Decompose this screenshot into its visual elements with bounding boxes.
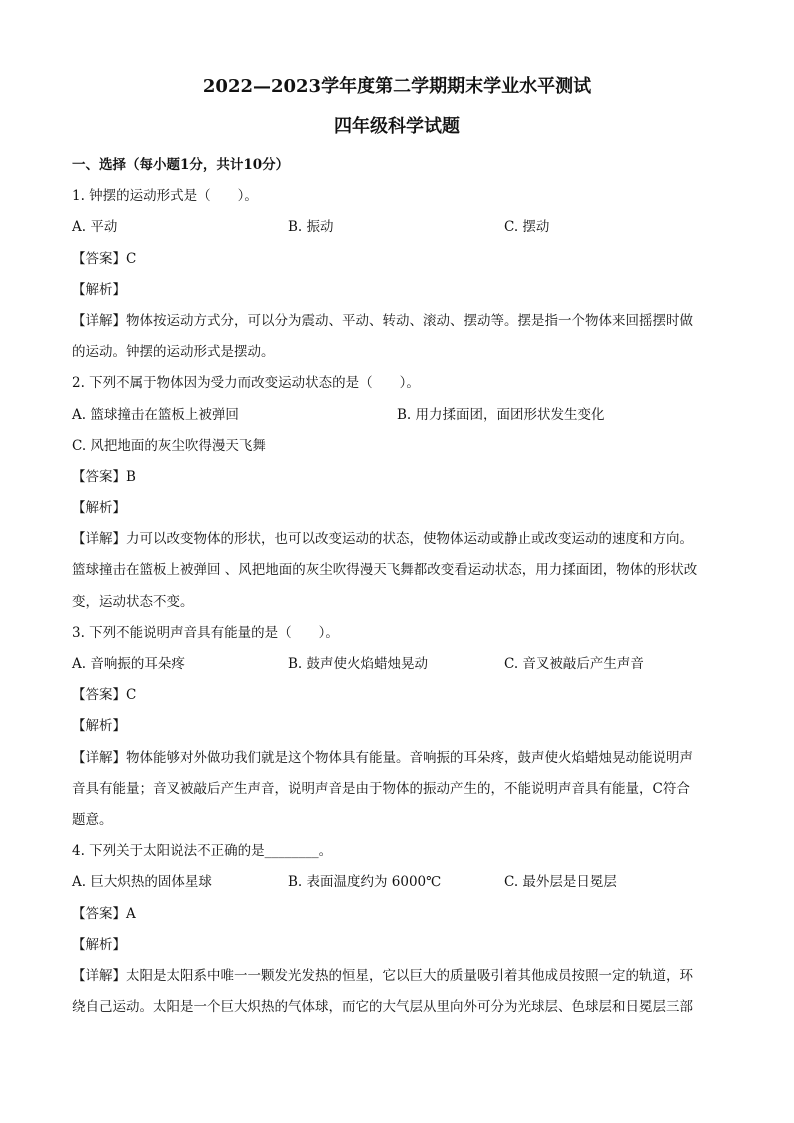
question-stem: 2. 下列不属于物体因为受力而改变运动状态的是（ ）。 [72, 375, 420, 392]
option-c: C. 最外层是日冕层 [504, 874, 617, 891]
page-subtitle: 四年级科学试题 [334, 116, 460, 137]
option-a: A. 篮球撞击在篮板上被弹回 [72, 406, 239, 423]
exam-content [72, 150, 722, 1023]
option-row [72, 212, 722, 243]
section-heading: 一、选择（每小题1分，共计10分） [72, 157, 290, 173]
option-c: C. 风把地面的灰尘吹得漫天飞舞 [72, 437, 266, 454]
detail-text: 【详解】力可以改变物体的形状，也可以改变运动的状态，使物体运动或静止或改变运动的速度和方向。 [72, 531, 693, 548]
page-title: 2022—2023学年度第二学期期末学业水平测试 [202, 76, 592, 97]
option-b: B. 振动 [288, 219, 334, 236]
option-b: B. 表面温度约为 6000℃ [288, 874, 442, 891]
detail-text: 音具有能量；音叉被敲后产生声音，说明声音是由于物体的振动产生的，不能说明声音具有能量，C符合 [72, 780, 690, 797]
answer-label: 【答案】C [72, 250, 137, 267]
analysis-label: 【解析】 [72, 500, 126, 517]
detail-text: 变，运动状态不变。 [72, 593, 194, 610]
detail-text: 【详解】太阳是太阳系中唯一一颗发光发热的恒星，它以巨大的质量吸引着其他成员按照一定的轨道，环 [72, 967, 693, 984]
option-a: A. 巨大炽热的固体星球 [72, 874, 212, 891]
option-row [72, 400, 722, 431]
detail-text: 【详解】物体能够对外做功我们就是这个物体具有能量。音响振的耳朵疼，鼓声使火焰蜡烛晃动能说明声 [72, 749, 693, 766]
question-stem: 4. 下列关于太阳说法不正确的是________。 [72, 843, 333, 860]
detail-text: 篮球撞击在篮板上被弹回 、风把地面的灰尘吹得漫天飞舞都改变看运动状态，用力揉面团，物体的形状改 [72, 562, 698, 579]
detail-text: 绕自己运动。太阳是一个巨大炽热的气体球，而它的大气层从里向外可分为光球层、色球层和日冕层三部 [72, 999, 693, 1016]
detail-text: 的运动。钟摆的运动形式是摆动。 [72, 344, 275, 361]
question-stem: 1. 钟摆的运动形式是（ ）。 [72, 188, 258, 205]
option-c: C. 音叉被敲后产生声音 [504, 656, 644, 672]
option-row [72, 867, 722, 898]
analysis-label: 【解析】 [72, 936, 126, 953]
question-stem: 3. 下列不能说明声音具有能量的是（ ）。 [72, 624, 339, 641]
option-b: B. 鼓声使火焰蜡烛晃动 [288, 656, 429, 672]
detail-text: 【详解】物体按运动方式分，可以分为震动、平动、转动、滚动、摆动等。摆是指一个物体来回摇摆时做 [72, 312, 693, 329]
analysis-label: 【解析】 [72, 281, 126, 298]
option-a: A. 音响振的耳朵疼 [72, 656, 185, 672]
detail-text: 题意。 [72, 811, 113, 828]
answer-label: 【答案】A [72, 905, 136, 922]
option-a: A. 平动 [72, 219, 118, 236]
answer-label: 【答案】B [72, 468, 136, 485]
option-b: B. 用力揉面团，面团形状发生变化 [397, 406, 605, 423]
option-row [72, 649, 722, 680]
answer-label: 【答案】C [72, 687, 137, 704]
analysis-label: 【解析】 [72, 718, 126, 735]
option-c: C. 摆动 [504, 219, 550, 236]
